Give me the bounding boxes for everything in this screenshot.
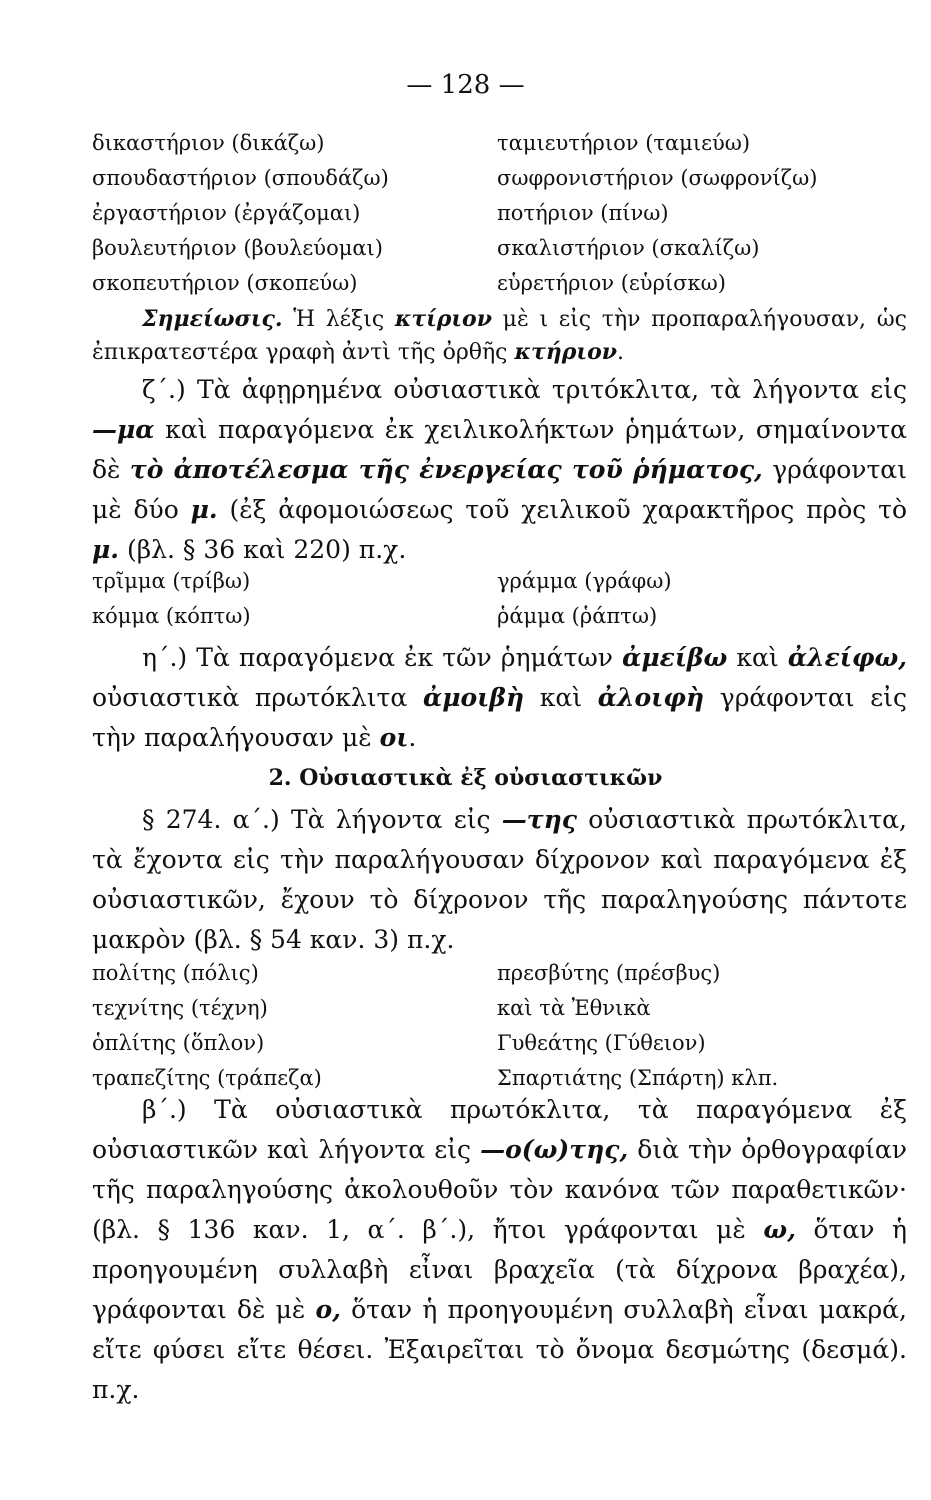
list-item: καὶ τὰ Ἐθνικὰ bbox=[497, 995, 651, 1020]
list-row bbox=[92, 230, 912, 265]
list-item: ἐργαστήριον (ἐργάζομαι) bbox=[92, 200, 361, 225]
list-row bbox=[92, 1025, 912, 1060]
list-row bbox=[92, 125, 912, 160]
paragraph-eta: η΄.) Τὰ παραγόμενα ἐκ τῶν ῥημάτων ἀμείβω καὶ ἀλείφω, οὐσιαστικὰ πρωτόκλιτα ἀμοιβὴ καὶ ἀλοιφὴ γράφονται εἰς τὴν παραλήγουσαν μὲ οι. bbox=[92, 643, 908, 752]
note-paragraph: Σημείωσις. Ἡ λέξις κτίριον μὲ ι εἰς τὴν προπαραλήγουσαν, ὡς ἐπικρατεστέρα γραφὴ ἀντὶ τῆς ὀρθῆς κτήριον. bbox=[92, 306, 907, 365]
word-list-2 bbox=[92, 563, 912, 633]
list-item: εὑρετήριον (εὑρίσκω) bbox=[497, 270, 726, 295]
list-item: τραπεζίτης (τράπεζα) bbox=[92, 1065, 322, 1090]
list-item: σπουδαστήριον (σπουδάζω) bbox=[92, 165, 389, 190]
list-item: τεχνίτης (τέχνη) bbox=[92, 995, 268, 1020]
list-item: ποτήριον (πίνω) bbox=[497, 200, 669, 225]
paragraph-274: § 274. α΄.) Τὰ λήγοντα εἰς —της οὐσιαστικὰ πρωτόκλιτα, τὰ ἔχοντα εἰς τὴν παραλήγουσαν δίχρονον καὶ παραγόμενα ἐξ οὐσιαστικῶν, ἔχουν τὸ δίχρονον τῆς παραληγούσης πάντοτε μακρὸν (βλ. § 54 καν. 3) π.χ. bbox=[92, 805, 907, 954]
list-item: Γυθεάτης (Γύθειον) bbox=[497, 1030, 706, 1055]
list-item: πολίτης (πόλις) bbox=[92, 960, 259, 985]
paragraph-zeta: ζ΄.) Τὰ ἀφῃρημένα οὐσιαστικὰ τριτόκλιτα, τὰ λήγοντα εἰς —μα καὶ παραγόμενα ἐκ χειλικολήκτων ῥημάτων, σημαίνοντα δὲ τὸ ἀποτέλεσμα τῆς ἐνεργείας τοῦ ῥήματος, γράφονται μὲ δύο μ. (ἐξ ἀφομοιώσεως τοῦ χειλικοῦ χαρακτῆρος πρὸς τὸ μ. (βλ. § 36 καὶ 220) π.χ. bbox=[92, 375, 907, 564]
list-row bbox=[92, 195, 912, 230]
list-item: ὁπλίτης (ὅπλον) bbox=[92, 1030, 265, 1055]
list-row bbox=[92, 265, 912, 300]
word-list-3 bbox=[92, 955, 912, 1095]
note-label: Σημείωσις. bbox=[142, 306, 283, 332]
list-row bbox=[92, 160, 912, 195]
list-row bbox=[92, 990, 912, 1025]
section-heading: 2. Οὐσιαστικὰ ἐξ οὐσιαστικῶν bbox=[268, 765, 663, 791]
list-item: τρῖμμα (τρίβω) bbox=[92, 568, 251, 593]
list-item: πρεσβύτης (πρέσβυς) bbox=[497, 960, 721, 985]
paragraph-beta: β΄.) Τὰ οὐσιαστικὰ πρωτόκλιτα, τὰ παραγόμενα ἐξ οὐσιαστικῶν καὶ λήγοντα εἰς —ο(ω)της, διὰ τὴν ὀρθογραφίαν τῆς παραληγούσης ἀκολουθοῦν τὸν κανόνα τῶν παραθετικῶν· (βλ. § 136 καν. 1, α΄. β΄.), ἤτοι γράφονται μὲ ω, ὅταν ἡ προηγουμένη συλλαβὴ εἶναι βραχεῖα (τὰ δίχρονα βραχέα), γράφονται δὲ μὲ ο, ὅταν ἡ προηγουμένη συλλαβὴ εἶναι μακρά, εἴτε φύσει εἴτε θέσει. Ἐξαιρεῖται τὸ ὄνομα δεσμώτης (δεσμά). π.χ. bbox=[92, 1095, 908, 1404]
list-item: Σπαρτιάτης (Σπάρτη) κλπ. bbox=[497, 1065, 779, 1090]
word-list-1 bbox=[92, 125, 912, 300]
list-item: ταμιευτήριον (ταμιεύω) bbox=[497, 130, 751, 155]
list-item: σωφρονιστήριον (σωφρονίζω) bbox=[497, 165, 818, 190]
list-item: βουλευτήριον (βουλεύομαι) bbox=[92, 235, 383, 260]
page-number: — 128 — bbox=[406, 70, 525, 100]
list-row bbox=[92, 563, 912, 598]
list-row bbox=[92, 598, 912, 633]
list-item: σκοπευτήριον (σκοπεύω) bbox=[92, 270, 358, 295]
list-item: δικαστήριον (δικάζω) bbox=[92, 130, 325, 155]
list-item: γράμμα (γράφω) bbox=[497, 568, 672, 593]
list-item: ῥάμμα (ῥάπτω) bbox=[497, 603, 658, 628]
list-row bbox=[92, 955, 912, 990]
list-item: κόμμα (κόπτω) bbox=[92, 603, 251, 628]
list-item: σκαλιστήριον (σκαλίζω) bbox=[497, 235, 760, 260]
